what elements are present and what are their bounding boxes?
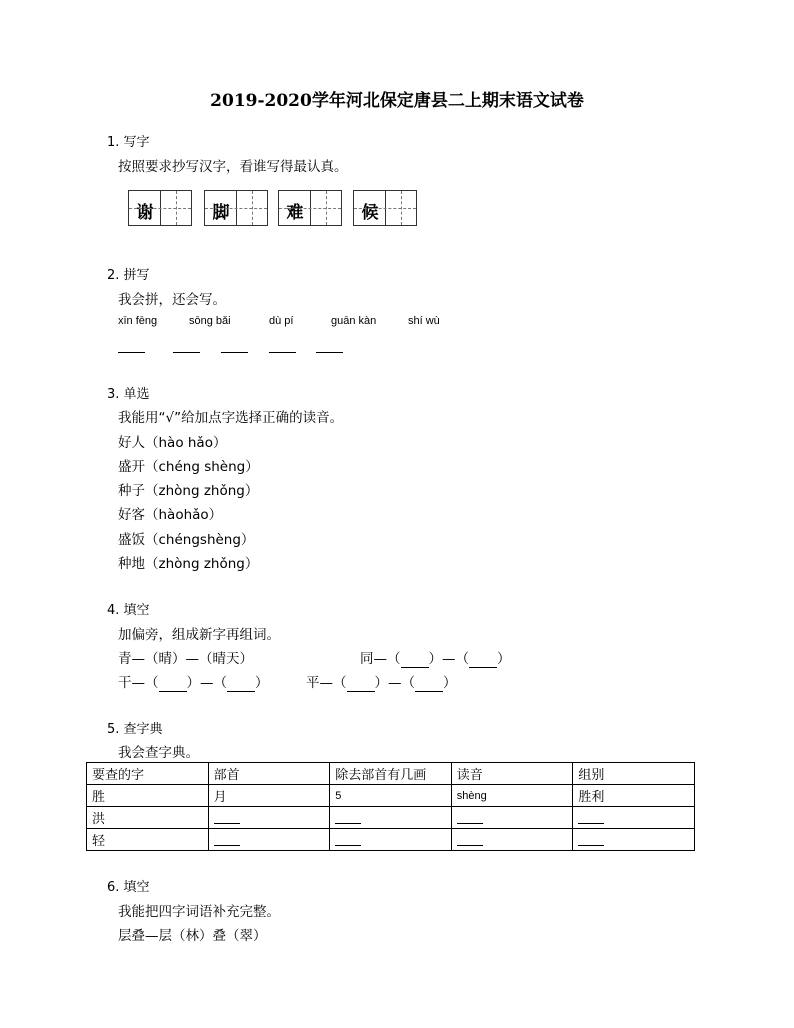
pinyin-item: xīn fēng — [118, 315, 158, 327]
table-header-cell: 要查的字 — [87, 763, 209, 785]
answer-cell[interactable] — [451, 829, 573, 851]
q5-heading: 5. 查字典 — [107, 722, 163, 737]
choice-line[interactable]: 种地（zhòng zhǒng） — [118, 556, 259, 572]
table-row — [87, 785, 695, 807]
table-cell: 胜利 — [573, 785, 695, 807]
q2-heading: 2. 拼写 — [107, 268, 150, 283]
page-title: 2019-2020学年河北保定唐县二上期末语文试卷 — [210, 91, 584, 111]
q1-instruction: 按照要求抄写汉字，看谁写得最认真。 — [118, 159, 348, 175]
fill-blank[interactable] — [401, 651, 429, 668]
q6-instruction: 我能把四字词语补充完整。 — [118, 904, 280, 920]
pinyin-item: sōng bǎi — [189, 315, 231, 327]
table-header-cell: 部首 — [208, 763, 330, 785]
fill-blank[interactable] — [347, 675, 375, 692]
answer-line[interactable] — [221, 352, 248, 353]
answer-line[interactable] — [269, 352, 296, 353]
table-header-row — [87, 763, 695, 785]
q4-example: 青—（晴）—（晴天） — [118, 651, 253, 667]
fill-blank[interactable] — [159, 675, 187, 692]
table-header-cell: 除去部首有几画 — [330, 763, 452, 785]
q6-heading: 6. 填空 — [107, 880, 150, 895]
answer-cell[interactable] — [451, 807, 573, 829]
pinyin-item: shí wù — [408, 315, 440, 327]
grid-char: 脚 — [212, 203, 230, 223]
pinyin-item: guān kàn — [331, 315, 377, 327]
answer-cell[interactable] — [330, 807, 452, 829]
answer-cell[interactable] — [573, 829, 695, 851]
choice-line[interactable]: 好客（hàohǎo） — [118, 507, 223, 523]
choice-line[interactable]: 种子（zhòng zhǒng） — [118, 483, 259, 499]
q6-line: 层叠—层（林）叠（翠） — [118, 928, 267, 944]
choice-line[interactable]: 盛饭（chéngshèng） — [118, 532, 255, 548]
answer-cell[interactable] — [573, 807, 695, 829]
writing-grid-box[interactable] — [353, 190, 417, 226]
grid-char: 难 — [286, 203, 304, 223]
table-cell: 胜 — [87, 785, 209, 807]
answer-line[interactable] — [118, 352, 145, 353]
table-cell: 洪 — [87, 807, 209, 829]
table-row — [87, 807, 695, 829]
table-cell: 5 — [330, 785, 452, 807]
q5-instruction: 我会查字典。 — [118, 745, 199, 761]
q4-heading: 4. 填空 — [107, 603, 150, 618]
answer-line[interactable] — [316, 352, 343, 353]
writing-grid-box[interactable] — [128, 190, 192, 226]
q3-heading: 3. 单选 — [107, 387, 150, 402]
table-header-cell: 读音 — [451, 763, 573, 785]
table-header-cell: 组别 — [573, 763, 695, 785]
grid-char: 谢 — [136, 203, 154, 223]
q2-instruction: 我会拼，还会写。 — [118, 292, 226, 308]
writing-grid-box[interactable] — [278, 190, 342, 226]
table-cell: 轻 — [87, 829, 209, 851]
table-cell: shèng — [451, 785, 573, 807]
answer-cell[interactable] — [208, 807, 330, 829]
q1-heading: 1. 写字 — [107, 135, 150, 150]
fill-blank[interactable] — [469, 651, 497, 668]
answer-cell[interactable] — [208, 829, 330, 851]
table-row — [87, 829, 695, 851]
table-cell: 月 — [208, 785, 330, 807]
pinyin-item: dù pí — [269, 315, 294, 327]
answer-cell[interactable] — [330, 829, 452, 851]
grid-char: 候 — [361, 203, 379, 223]
q4-item-tong: 同—（ ）—（ ） — [360, 651, 511, 667]
writing-grid-box[interactable] — [204, 190, 268, 226]
q4-item-ping: 平—（ ）—（ ） — [306, 675, 457, 691]
fill-blank[interactable] — [227, 675, 255, 692]
choice-line[interactable]: 盛开（chéng shèng） — [118, 459, 259, 475]
q3-instruction: 我能用“√”给加点字选择正确的读音。 — [118, 410, 344, 426]
dictionary-table — [86, 762, 695, 851]
choice-line[interactable]: 好人（hào hǎo） — [118, 435, 227, 451]
answer-line[interactable] — [173, 352, 200, 353]
q4-item-gan: 干—（ ）—（ ） — [118, 675, 269, 691]
q4-instruction: 加偏旁，组成新字再组词。 — [118, 627, 280, 643]
fill-blank[interactable] — [415, 675, 443, 692]
